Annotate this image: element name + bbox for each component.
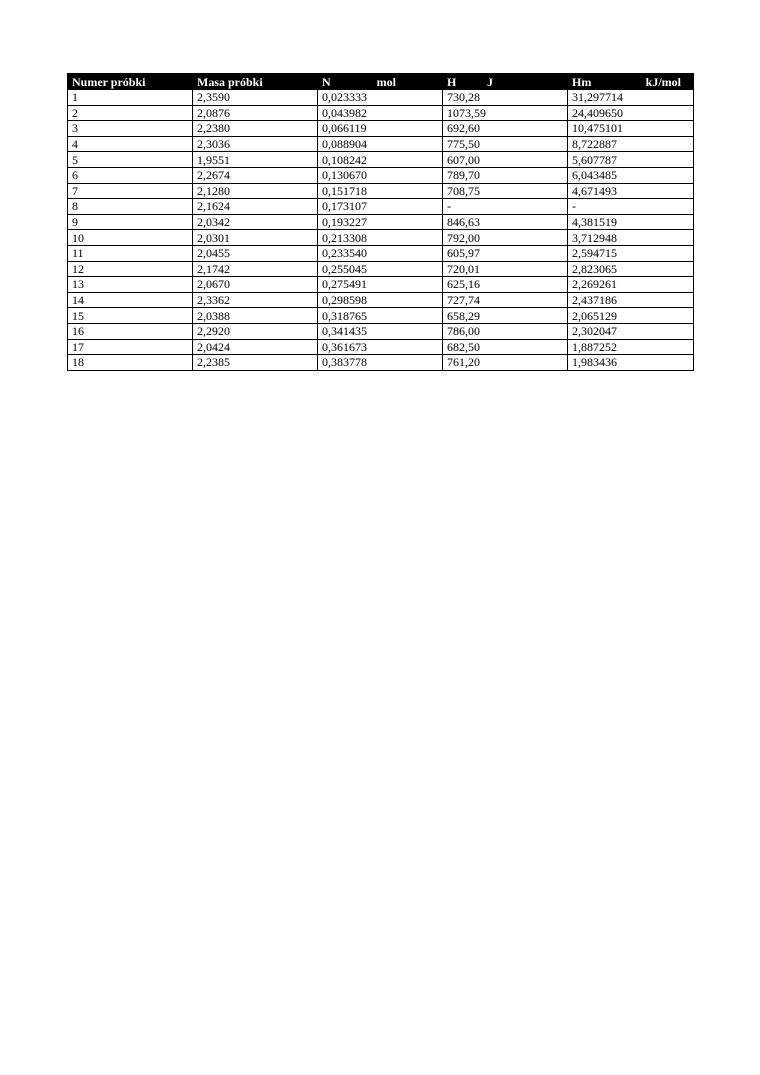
cell-enthalpy: 607,00 [443,152,568,168]
header-moles [318,74,443,90]
cell-moles: 0,213308 [318,230,443,246]
cell-sample-mass: 2,3590 [193,90,318,106]
cell-sample-number: 12 [68,261,193,277]
cell-enthalpy: 625,16 [443,277,568,293]
cell-sample-number: 13 [68,277,193,293]
cell-sample-number: 6 [68,167,193,183]
cell-molar-enthalpy: 2,437186 [568,292,694,308]
table-row [68,121,694,137]
cell-sample-mass: 2,0342 [193,214,318,230]
cell-sample-mass: 2,2920 [193,323,318,339]
table-row [68,245,694,261]
cell-enthalpy: 846,63 [443,214,568,230]
cell-enthalpy: 761,20 [443,355,568,371]
table-row [68,339,694,355]
table-row [68,277,694,293]
header-enthalpy [443,74,568,90]
cell-sample-number: 10 [68,230,193,246]
cell-sample-mass: 2,2674 [193,167,318,183]
table-body [68,90,694,371]
table-row [68,292,694,308]
cell-sample-mass: 2,1742 [193,261,318,277]
cell-moles: 0,130670 [318,167,443,183]
cell-sample-number: 1 [68,90,193,106]
cell-sample-number: 11 [68,245,193,261]
cell-enthalpy: 792,00 [443,230,568,246]
cell-sample-number: 7 [68,183,193,199]
cell-sample-number: 16 [68,323,193,339]
cell-molar-enthalpy: 2,594715 [568,245,694,261]
cell-enthalpy: 1073,59 [443,105,568,121]
header-enthalpy-unit: J [487,74,493,89]
header-sample-mass-label: Masa próbki [197,74,263,89]
cell-molar-enthalpy: 4,381519 [568,214,694,230]
cell-sample-mass: 2,3036 [193,136,318,152]
cell-molar-enthalpy: 2,823065 [568,261,694,277]
cell-molar-enthalpy: 1,887252 [568,339,694,355]
table-row [68,199,694,215]
cell-moles: 0,173107 [318,199,443,215]
table-row [68,214,694,230]
cell-sample-mass: 2,0670 [193,277,318,293]
cell-moles: 0,341435 [318,323,443,339]
table-row [68,323,694,339]
cell-molar-enthalpy: 10,475101 [568,121,694,137]
header-moles-unit: mol [376,74,396,89]
cell-sample-number: 14 [68,292,193,308]
cell-molar-enthalpy: 2,302047 [568,323,694,339]
cell-molar-enthalpy: 1,983436 [568,355,694,371]
cell-sample-mass: 2,0876 [193,105,318,121]
cell-enthalpy: 775,50 [443,136,568,152]
cell-molar-enthalpy: 4,671493 [568,183,694,199]
cell-sample-mass: 2,0301 [193,230,318,246]
cell-moles: 0,275491 [318,277,443,293]
cell-enthalpy: 789,70 [443,167,568,183]
table-row [68,355,694,371]
cell-sample-mass: 2,1624 [193,199,318,215]
cell-sample-mass: 2,0388 [193,308,318,324]
cell-molar-enthalpy: 8,722887 [568,136,694,152]
cell-moles: 0,023333 [318,90,443,106]
cell-moles: 0,066119 [318,121,443,137]
cell-moles: 0,151718 [318,183,443,199]
table-row [68,183,694,199]
cell-sample-number: 2 [68,105,193,121]
cell-moles: 0,255045 [318,261,443,277]
cell-sample-number: 3 [68,121,193,137]
cell-sample-number: 4 [68,136,193,152]
cell-moles: 0,043982 [318,105,443,121]
header-sample-number [68,74,193,90]
cell-molar-enthalpy: 31,297714 [568,90,694,106]
table-row [68,152,694,168]
cell-enthalpy: 692,60 [443,121,568,137]
cell-sample-number: 8 [68,199,193,215]
table-row [68,308,694,324]
cell-sample-mass: 2,3362 [193,292,318,308]
cell-sample-mass: 2,1280 [193,183,318,199]
cell-moles: 0,383778 [318,355,443,371]
table-row [68,230,694,246]
cell-sample-mass: 2,0455 [193,245,318,261]
cell-enthalpy: 682,50 [443,339,568,355]
cell-moles: 0,108242 [318,152,443,168]
cell-moles: 0,088904 [318,136,443,152]
table-row [68,90,694,106]
table-row [68,167,694,183]
cell-molar-enthalpy: 24,409650 [568,105,694,121]
cell-moles: 0,233540 [318,245,443,261]
cell-sample-number: 17 [68,339,193,355]
table-row [68,136,694,152]
cell-enthalpy: 708,75 [443,183,568,199]
cell-molar-enthalpy: 5,607787 [568,152,694,168]
cell-enthalpy: 605,97 [443,245,568,261]
cell-molar-enthalpy: 3,712948 [568,230,694,246]
header-enthalpy-label: H [447,74,457,89]
header-molar-enthalpy-label: Hm [572,74,592,89]
cell-enthalpy: 658,29 [443,308,568,324]
table-header-row [68,74,694,90]
header-moles-label: N [322,74,331,89]
cell-moles: 0,193227 [318,214,443,230]
header-sample-number-label: Numer próbki [72,74,146,89]
cell-molar-enthalpy: 6,043485 [568,167,694,183]
cell-sample-number: 18 [68,355,193,371]
cell-moles: 0,361673 [318,339,443,355]
cell-moles: 0,298598 [318,292,443,308]
cell-enthalpy: 786,00 [443,323,568,339]
cell-molar-enthalpy: 2,269261 [568,277,694,293]
cell-enthalpy: - [443,199,568,215]
header-sample-mass [193,74,318,90]
cell-moles: 0,318765 [318,308,443,324]
cell-molar-enthalpy: 2,065129 [568,308,694,324]
cell-enthalpy: 720,01 [443,261,568,277]
cell-sample-mass: 1,9551 [193,152,318,168]
header-molar-enthalpy [568,74,694,90]
cell-sample-number: 5 [68,152,193,168]
cell-sample-number: 15 [68,308,193,324]
table-row [68,261,694,277]
measurement-table [67,73,694,371]
cell-sample-number: 9 [68,214,193,230]
cell-sample-mass: 2,2380 [193,121,318,137]
cell-enthalpy: 730,28 [443,90,568,106]
header-molar-enthalpy-unit: kJ/mol [645,74,681,89]
cell-molar-enthalpy: - [568,199,694,215]
cell-enthalpy: 727,74 [443,292,568,308]
cell-sample-mass: 2,0424 [193,339,318,355]
cell-sample-mass: 2,2385 [193,355,318,371]
table-row [68,105,694,121]
